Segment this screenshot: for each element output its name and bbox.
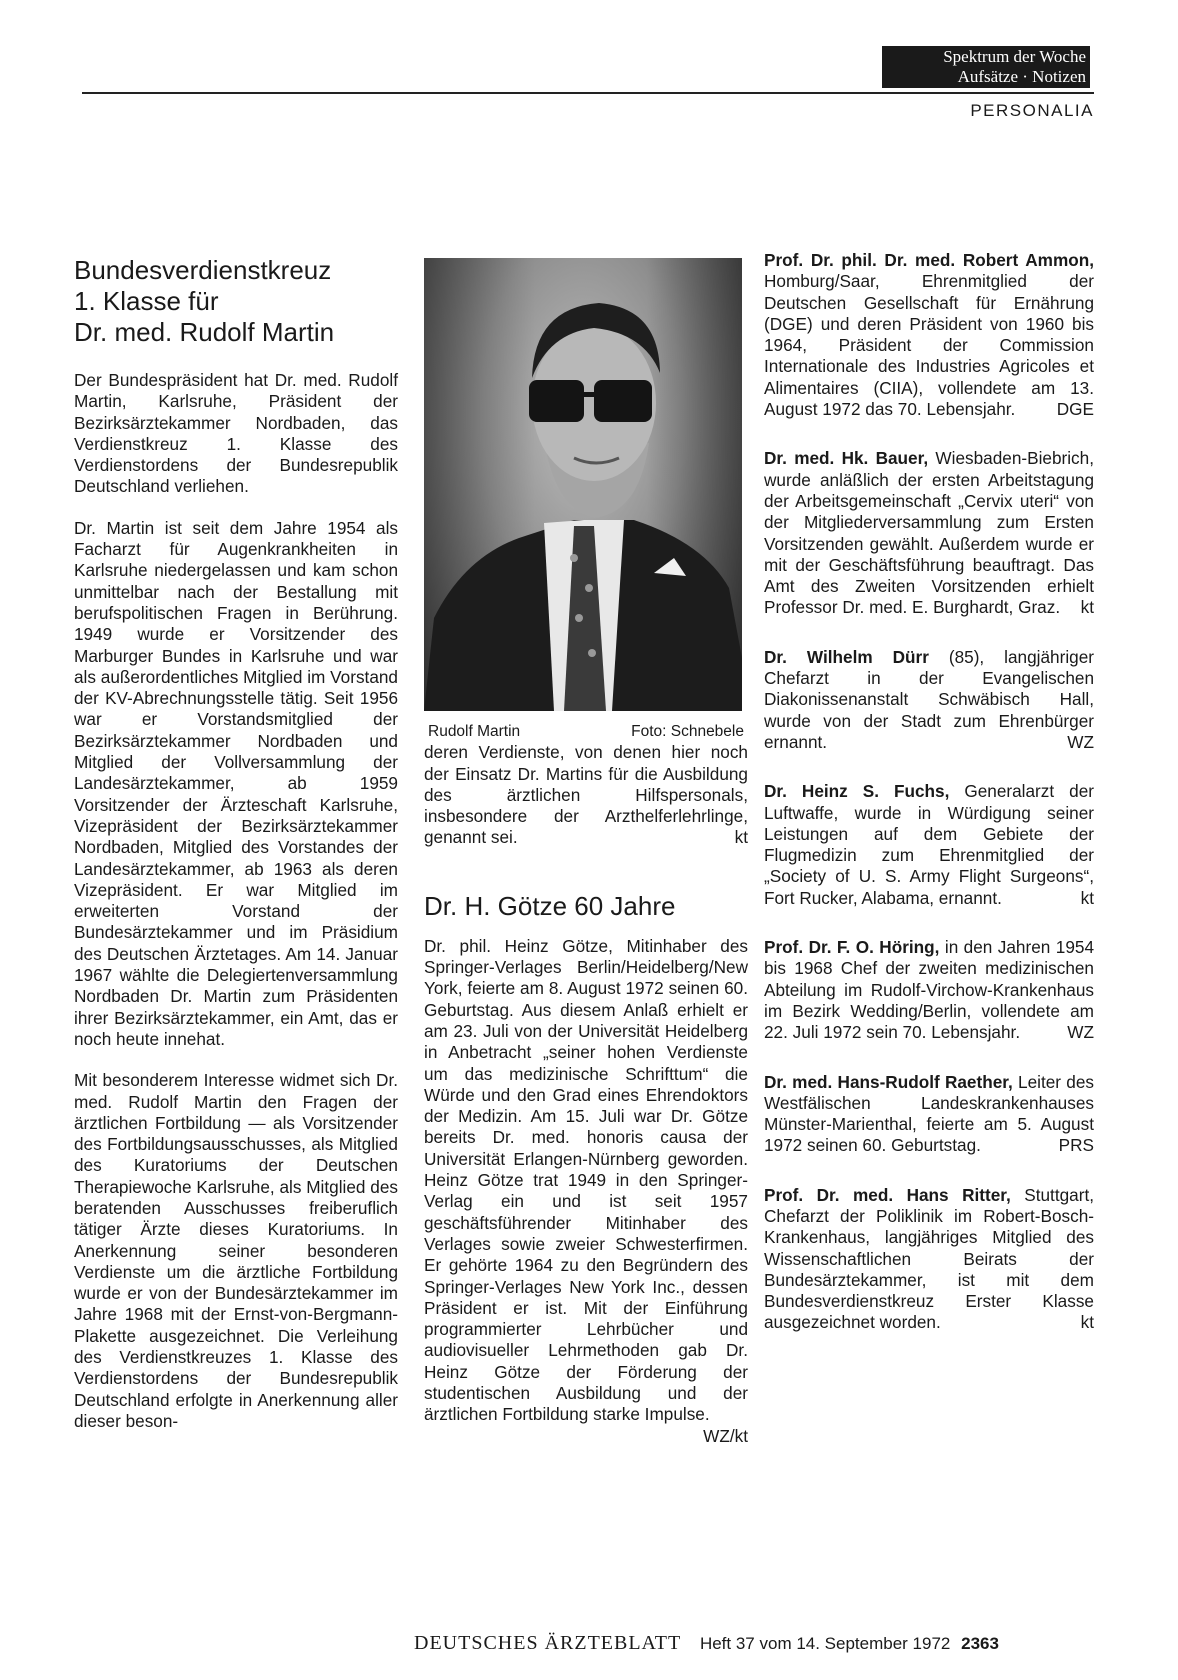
notice-signature: PRS: [1058, 1135, 1094, 1156]
photo-credit: Foto: Schnebele: [631, 723, 744, 740]
article1-paragraph-4-text: deren Verdienste, von denen hier noch der Einsatz Dr. Martins für die Ausbildung des ärztlichen Hilfspersonals, insbesondere der Arzthelferlehrlinge, genannt sei.: [424, 742, 748, 848]
issue-info: Heft 37 vom 14. September 1972: [699, 1634, 951, 1653]
article2-text: Dr. phil. Heinz Götze, Mitinhaber des Springer-Verlages Berlin/Heidelberg/New York, feierte am 8. August 1972 seinen 60. Geburtstag. Aus diesem Anlaß erhielt er am 23. Juli von der Universität Heidelberg in Anbetracht „seiner hohen Verdienste um das medizinische Schrifttum“ die Würde und den Grad eines Ehrendoktors der Medizin. Am 15. Juli war Dr. Götze bereits Dr. med. honoris causa der Universität Erlangen-Nürnberg geworden. Heinz Götze trat 1949 in den Springer-Verlag ein und ist seit 1957 geschäftsführender Mitinhaber des Verlages sowie zweier Schwesterfirmen. Er gehörte 1964 zu den Begründern des Springer-Verlages New York Inc., dessen Präsident er ist. Mit der Einführung programmierter Lehrbücher und audiovisueller Lehrmethoden gab Dr. Heinz Götze der Förderung der studentischen Ausbildung und der ärztlichen Fortbildung starke Impulse.: [424, 935, 748, 1425]
section-badge: [882, 46, 1090, 88]
article1-paragraph-2: Dr. Martin ist seit dem Jahre 1954 als Facharzt für Augenkrankheiten in Karlsruhe niedergelassen und kam schon unmittelbar nach der Bestallung mit berufspolitischen Fragen in Berührung. 1949 wurde er Vorsitzender des Marburger Bundes in Karlsruhe und war als außerordentliches Mitglied im Vorstand der KV-Abrechnungsstelle tätig. Seit 1956 war er Vorstandsmitglied der Bezirksärztekammer Nordbaden und Mitglied der Vollversammlung der Landesärztekammer, ab 1959 Vorsitzender der Ärzteschaft Karlsruhe, Vizepräsident der Bezirksärztekammer Nordbaden, Mitglied des Vorstandes der Landesärztekammer, ab 1963 als deren Vizepräsident. Er war Mitglied im erweiterten Vorstand der Bundesärztekammer und im Präsidium des Deutschen Ärztetages. Am 14. Januar 1967 wählte die Delegiertenversammlung Nordbaden Dr. Martin zum Präsidenten ihrer Bezirksärztekammer, ein Amt, das er noch heute innehat.: [74, 517, 398, 1049]
badge-line-1: Spektrum der Woche: [943, 47, 1086, 66]
notice-text: (85), langjähriger Chefarzt in der Evangelischen Diakonissenanstalt Schwäbisch Hall, wurde von der Stadt zum Ehrenbürger ernannt.: [764, 646, 1094, 752]
right-column: [764, 250, 1094, 1362]
notice-entry: [764, 250, 1094, 420]
headline-line-2: 1. Klasse für: [74, 286, 219, 316]
notice-text: Leiter des Westfälischen Landeskrankenhauses Münster-Marienthal, feierte am 5. August 1972 seinen 60. Geburtstag.: [764, 1071, 1094, 1156]
headline-line-3: Dr. med. Rudolf Martin: [74, 317, 335, 347]
section-label: PERSONALIA: [970, 101, 1094, 120]
notice-entry: [764, 448, 1094, 618]
notice-signature: WZ: [1067, 1022, 1094, 1043]
notice-text: Homburg/Saar, Ehrenmitglied der Deutschen Gesellschaft für Ernährung (DGE) und deren Präsident von 1960 bis 1964, Präsident der Commission Internationale des Industries Agricoles et Alimentaires (CIIA), vollendete am 13. August 1972 das 70. Lebensjahr.: [764, 271, 1094, 420]
notice-signature: kt: [1080, 597, 1094, 618]
notice-entry: [764, 1185, 1094, 1334]
notice-text: Wiesbaden-Biebrich, wurde anläßlich der ersten Arbeitstagung der Arbeitsgemeinschaft „Cervix uteri“ von der Mitgliederversammlung zum Ersten Vorsitzenden gewählt. Außerdem wurde er mit der Geschäftsführung beauftragt. Das Amt des Zweiten Vorsitzenden erhielt Professor Dr. med. E. Burghardt, Graz.: [764, 448, 1094, 618]
article1-paragraph-3: Mit besonderem Interesse widmet sich Dr. med. Rudolf Martin den Fragen der ärztlichen Fortbildung — als Vorsitzender des Fortbildungsausschusses, als Mitglied des Kuratoriums der Deutschen Therapiewoche Karlsruhe, als Mitglied des beratenden Ausschusses freiberuflich tätiger Ärzte dieses Kuratoriums. In Anerkennung seiner besonderen Verdienste um die ärztliche Fortbildung wurde er von der Bundesärztekammer im Jahre 1968 mit der Ernst-von-Bergmann-Plakette ausgezeichnet. Die Verleihung des Verdienstkreuzes 1. Klasse des Verdienstordens der Bundesrepublik Deutschland erfolgte in Anerkennung aller dieser beson-: [74, 1070, 398, 1431]
notice-entry: [764, 1072, 1094, 1157]
notice-text: in den Jahren 1954 bis 1968 Chef der zweiten medizinischen Abteilung im Rudolf-Virchow-Krankenhaus im Bezirk Wedding/Berlin, vollendete am 22. Juli 1972 sein 70. Lebensjahr.: [764, 937, 1094, 1043]
notice-entry: [764, 781, 1094, 909]
notice-name: Dr. Heinz S. Fuchs,: [764, 781, 950, 802]
article1-paragraph-1: Der Bundespräsident hat Dr. med. Rudolf Martin, Karlsruhe, Präsident der Bezirksärztekammer Nordbaden, das Verdienstkreuz 1. Klasse des Verdienstordens der Bundesrepublik Deutschland verliehen.: [74, 370, 398, 497]
notice-entry: [764, 647, 1094, 753]
photo-caption: Rudolf Martin: [428, 723, 521, 740]
middle-column: [424, 258, 748, 1447]
notice-name: Dr. med. Hk. Bauer,: [764, 448, 929, 469]
notice-name: Dr. Wilhelm Dürr: [764, 646, 929, 667]
article2-headline: Dr. H. Götze 60 Jahre: [424, 890, 676, 921]
journal-name: DEUTSCHES ÄRZTEBLATT: [414, 1632, 682, 1654]
photo-caption-row: [424, 721, 748, 742]
article1-headline: [74, 255, 398, 348]
notice-entry: [764, 937, 1094, 1043]
page-footer: [414, 1632, 999, 1655]
notice-signature: kt: [1080, 887, 1094, 908]
notice-signature: kt: [1080, 1312, 1094, 1333]
page-number: 2363: [961, 1634, 999, 1653]
notice-text: Generalarzt der Luftwaffe, wurde in Würdigung seiner Leistungen auf dem Gebiete der Flugmedizin zum Ehrenmitglied der „Society of U. S. Army Flight Surgeons“, Fort Rucker, Alabama, ernannt.: [764, 781, 1094, 908]
article1-paragraph-4: [424, 742, 748, 848]
portrait-photo: [424, 258, 742, 711]
header-rule: [82, 92, 1094, 94]
article1-signature: kt: [734, 827, 748, 848]
notice-name: Dr. med. Hans-Rudolf Raether,: [764, 1071, 1013, 1092]
notice-name: Prof. Dr. F. O. Höring,: [764, 937, 940, 958]
badge-line-2: Aufsätze · Notizen: [957, 67, 1086, 86]
notice-name: Prof. Dr. phil. Dr. med. Robert Ammon,: [764, 250, 1094, 270]
article2-paragraph: [424, 935, 748, 1446]
notice-text: Stuttgart, Chefarzt der Poliklinik im Robert-Bosch-Krankenhaus, langjähriges Mitglied des Wissenschaftlichen Beirats der Bundesärztekammer, ist mit dem Bundesverdienstkreuz Erster Klasse ausgezeichnet worden.: [764, 1184, 1095, 1333]
notice-signature: DGE: [1056, 399, 1094, 420]
headline-line-1: Bundesverdienstkreuz: [74, 255, 332, 285]
left-column: [74, 255, 398, 1432]
portrait-figure: [424, 258, 742, 711]
article2-signature: WZ/kt: [703, 1425, 748, 1446]
notice-name: Prof. Dr. med. Hans Ritter,: [764, 1184, 1011, 1205]
notice-signature: WZ: [1067, 731, 1094, 752]
